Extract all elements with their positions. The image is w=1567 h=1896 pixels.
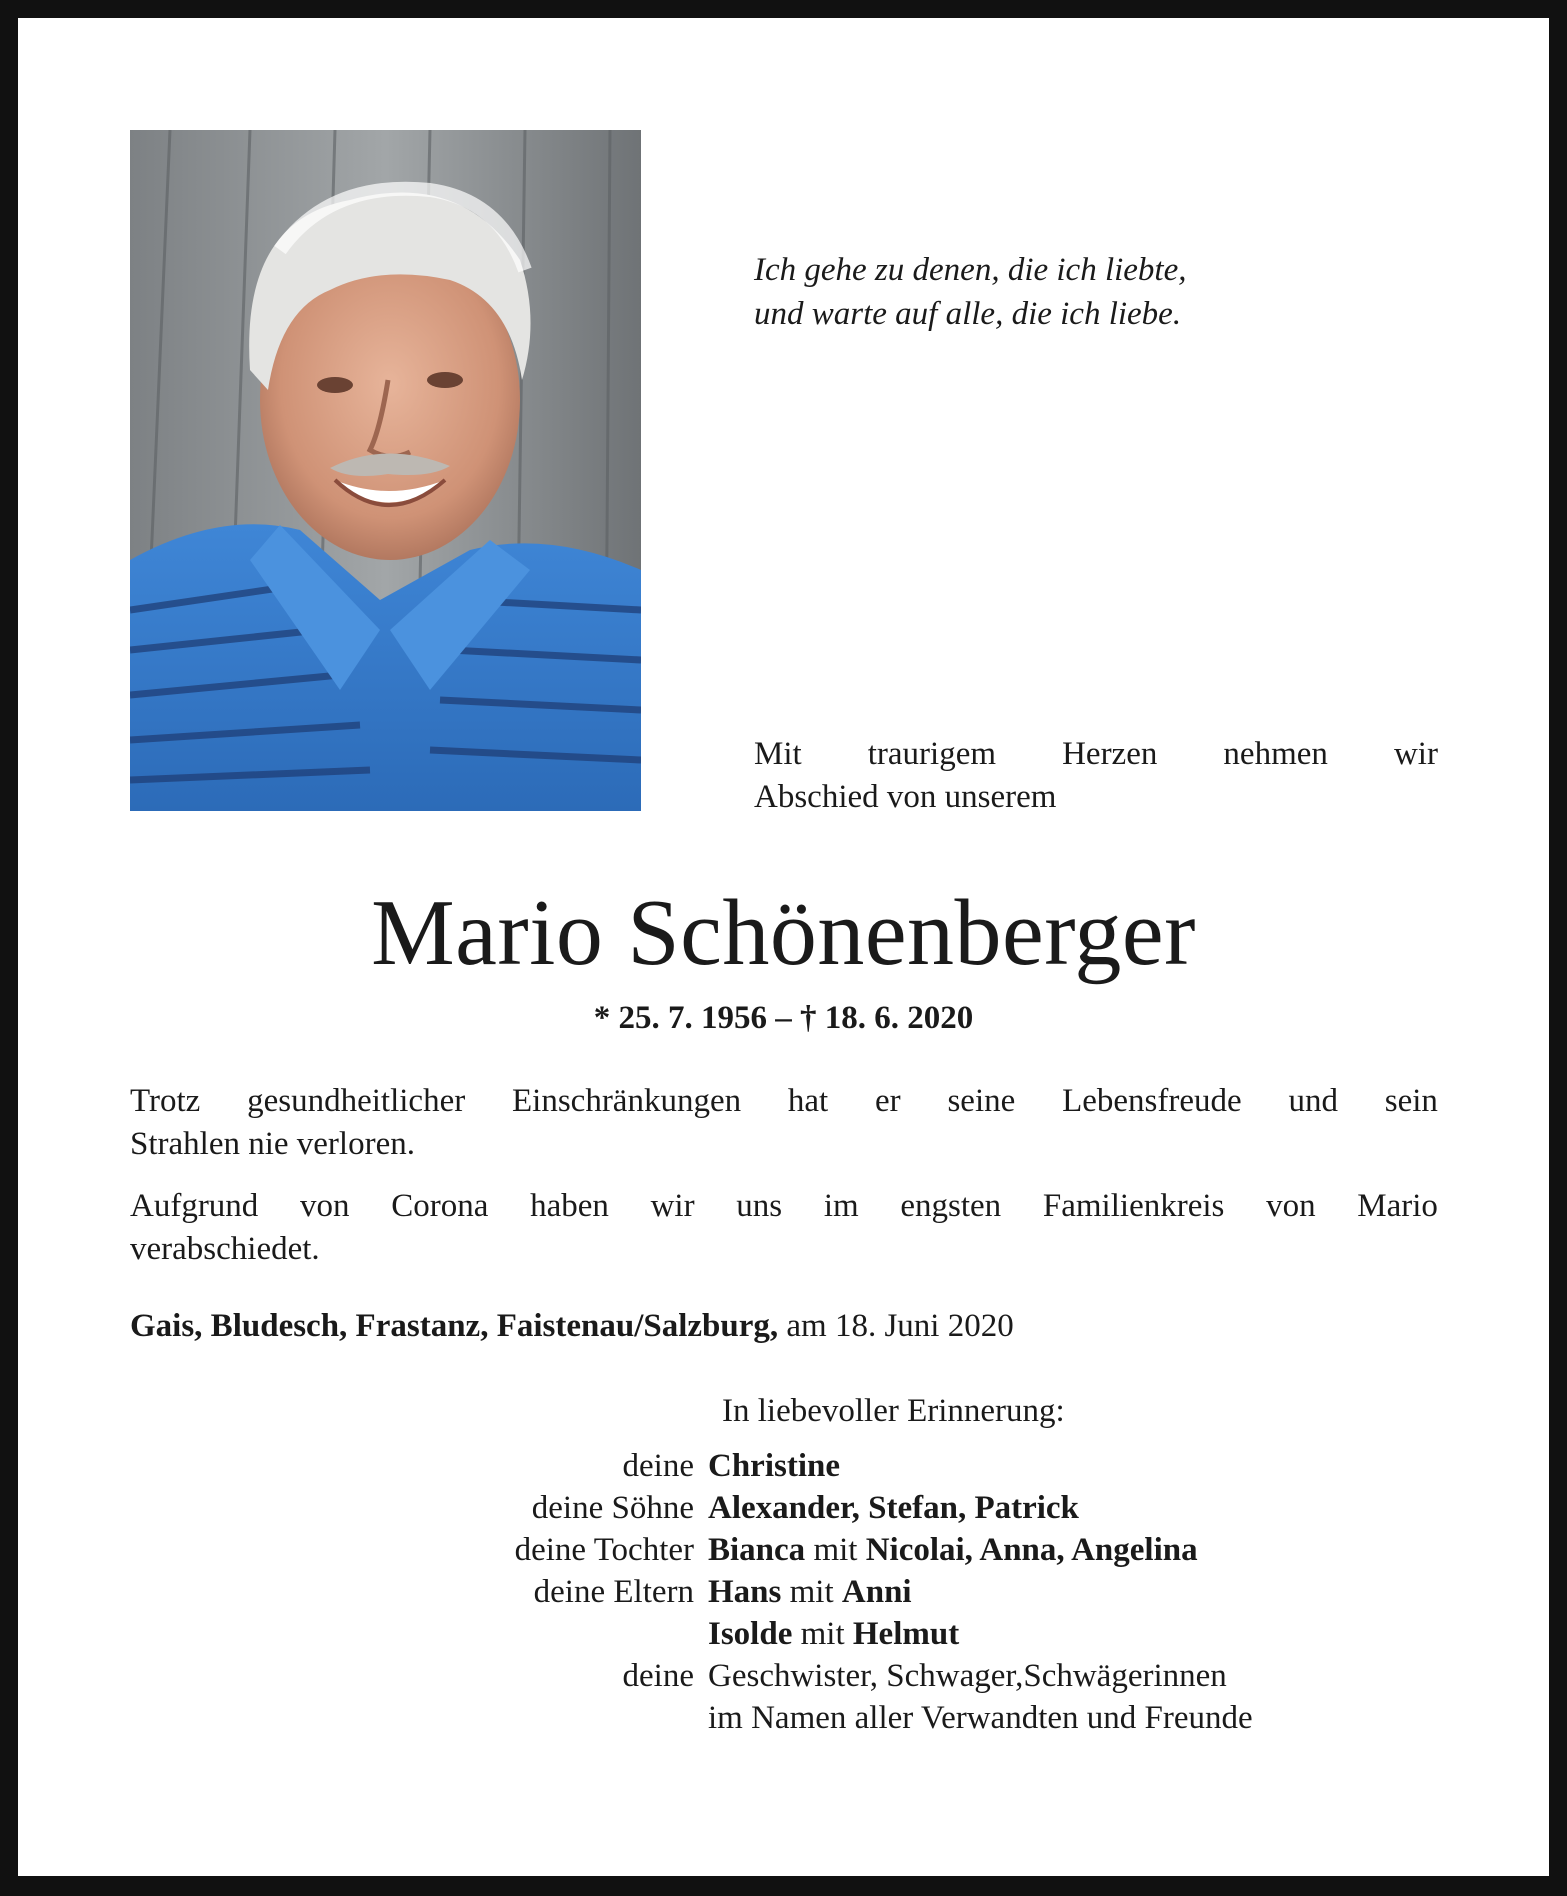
mourner-names (708, 1445, 840, 1487)
name-bold: Nicolai, Anna, Angelina (865, 1532, 1198, 1568)
intro-word: Mit (754, 736, 802, 772)
word: Mario (1357, 1188, 1438, 1224)
word: von (1266, 1188, 1316, 1224)
relation: deine Eltern (533, 1574, 694, 1610)
paragraph-1-line-2: Strahlen nie verloren. (130, 1126, 415, 1162)
intro-text (754, 733, 1438, 819)
connector: mit (792, 1616, 853, 1652)
name-bold: Isolde (708, 1616, 793, 1652)
relation (130, 1613, 708, 1655)
word: Corona (391, 1188, 489, 1224)
word: gesundheitlicher (247, 1083, 466, 1119)
connector: mit (781, 1574, 842, 1610)
motto-line-1: Ich gehe zu denen, die ich liebte, (754, 252, 1187, 288)
paragraph-2 (130, 1185, 1438, 1271)
word: haben (530, 1188, 609, 1224)
place-and-date (130, 1308, 1014, 1345)
mourner-row (130, 1445, 1450, 1487)
mourner-names (708, 1571, 912, 1613)
mourner-names: im Namen aller Verwandten und Freunde (708, 1700, 1253, 1736)
word: seine (947, 1083, 1016, 1119)
motto-quote (754, 248, 1187, 336)
word: Trotz (130, 1083, 201, 1119)
paragraph-2-line-1 (130, 1185, 1438, 1228)
mourner-row (130, 1487, 1450, 1529)
intro-word: nehmen (1223, 736, 1328, 772)
paragraph-2-line-2: verabschiedet. (130, 1231, 320, 1267)
name-bold: Hans (708, 1574, 782, 1610)
name-bold: Helmut (852, 1616, 960, 1652)
place-locations: Gais, Bludesch, Frastanz, Faistenau/Salzburg, (130, 1308, 779, 1344)
mourner-names (708, 1613, 959, 1655)
mourner-names (708, 1529, 1198, 1571)
name-bold: Bianca (708, 1532, 806, 1568)
word: sein (1384, 1083, 1438, 1119)
intro-word: traurigem (867, 736, 997, 772)
name-bold: Christine (708, 1448, 840, 1484)
word: uns (736, 1188, 783, 1224)
word: im (823, 1188, 859, 1224)
intro-word: Herzen (1062, 736, 1158, 772)
word: Einschränkungen (512, 1083, 742, 1119)
relation: deine Tochter (514, 1532, 694, 1568)
relation: deine Söhne (531, 1490, 694, 1526)
connector: mit (805, 1532, 866, 1568)
motto-line-2: und warte auf alle, die ich liebe. (754, 296, 1182, 332)
word: und (1288, 1083, 1338, 1119)
name-bold: Alexander, Stefan, Patrick (708, 1490, 1079, 1526)
word: Familienkreis (1042, 1188, 1225, 1224)
place-date: am 18. Juni 2020 (786, 1308, 1014, 1344)
word: Lebensfreude (1062, 1083, 1242, 1119)
memorial-title: In liebevoller Erinnerung: (722, 1393, 1065, 1429)
mourner-row (130, 1655, 1450, 1697)
word: er (875, 1083, 901, 1119)
paragraph-1-line-1 (130, 1080, 1438, 1123)
paragraph-1 (130, 1080, 1438, 1166)
relation: deine (622, 1658, 694, 1694)
name-bold: Anni (841, 1574, 912, 1610)
word: Aufgrund (130, 1188, 259, 1224)
relation (130, 1697, 708, 1739)
intro-line-1 (754, 733, 1438, 776)
word: wir (650, 1188, 695, 1224)
mourner-names (708, 1487, 1079, 1529)
intro-word: wir (1393, 736, 1438, 772)
deceased-name: Mario Schönenberger (371, 881, 1196, 985)
relation: deine (622, 1448, 694, 1484)
intro-line-2: Abschied von unserem (754, 779, 1057, 815)
life-dates: * 25. 7. 1956 – † 18. 6. 2020 (593, 1000, 974, 1036)
mourner-row (130, 1571, 1450, 1613)
word: engsten (900, 1188, 1002, 1224)
mourner-row (130, 1613, 1450, 1655)
word: hat (787, 1083, 829, 1119)
portrait-photo (130, 130, 641, 811)
mourner-names: Geschwister, Schwager,Schwägerinnen (708, 1658, 1227, 1694)
mourner-row (130, 1529, 1450, 1571)
word: von (300, 1188, 350, 1224)
mourner-row (130, 1697, 1450, 1739)
mourners-list (130, 1445, 1450, 1739)
